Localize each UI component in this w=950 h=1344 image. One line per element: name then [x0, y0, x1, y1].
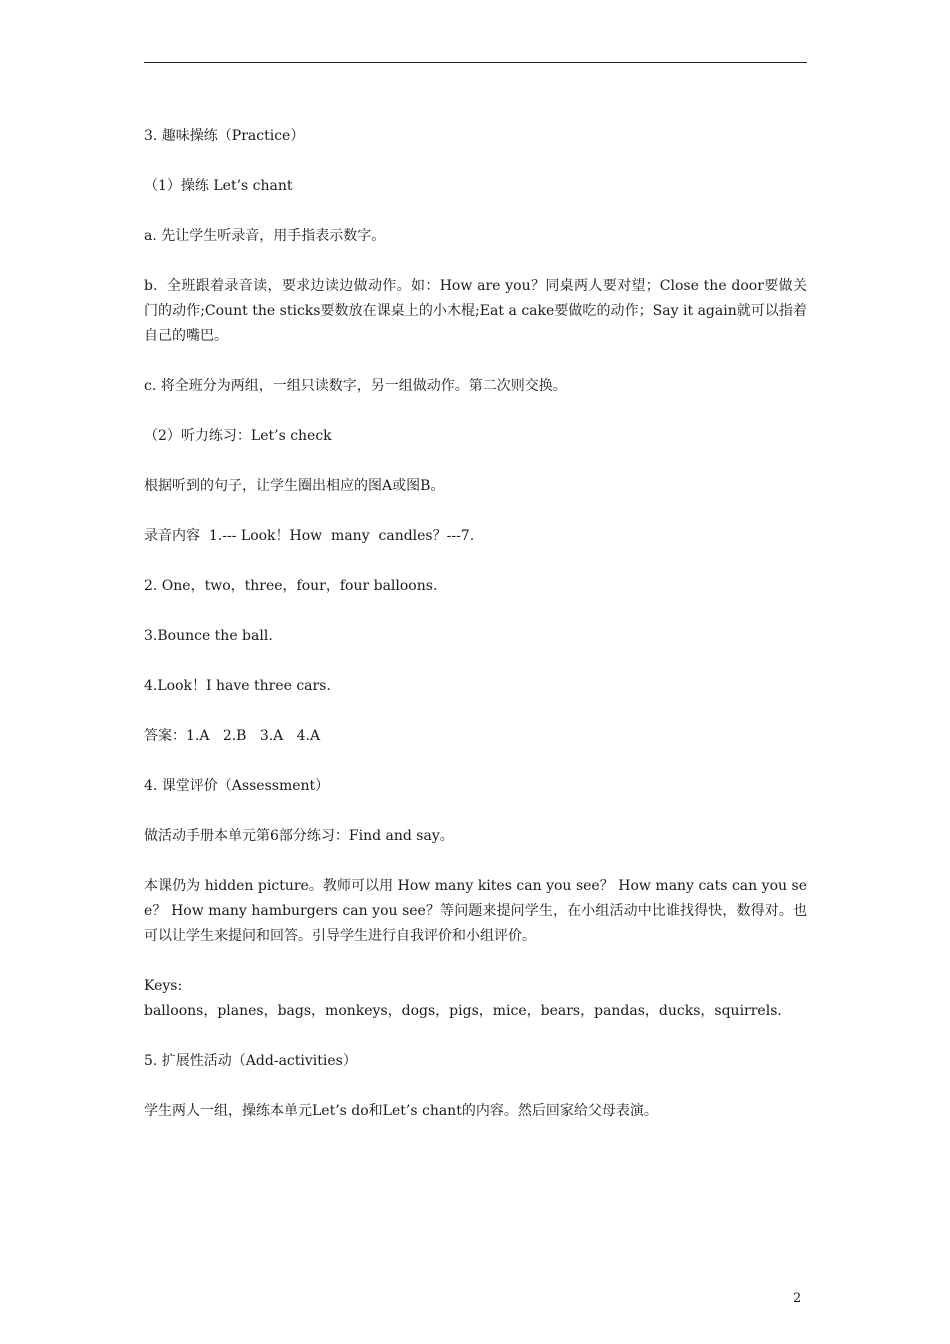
- section-heading-assessment: 4. 课堂评价（Assessment）: [144, 778, 330, 794]
- paragraph-check-instruction: 根据听到的句子，让学生圈出相应的图A或图B。: [144, 478, 445, 494]
- subheading-lets-chant: （1）操练 Let’s chant: [144, 178, 293, 194]
- paragraph-recording-1: 录音内容 1.--- Look！How many candles？---7.: [144, 528, 475, 544]
- paragraph-add-activities: 学生两人一组，操练本单元Let’s do和Let’s chant的内容。然后回家给父母表演。: [144, 1103, 658, 1119]
- paragraph-answers: 答案：1.A 2.B 3.A 4.A: [144, 728, 321, 744]
- paragraph-step-a: a. 先让学生听录音，用手指表示数字。: [144, 228, 386, 244]
- keys-list: balloons，planes，bags，monkeys，dogs，pigs，mice，bears，pandas，ducks，squirrels.: [144, 1003, 782, 1019]
- paragraph-recording-3: 3.Bounce the ball.: [144, 628, 273, 644]
- section-heading-practice: 3. 趣味操练（Practice）: [144, 128, 305, 144]
- paragraph-recording-4: 4.Look！I have three cars.: [144, 678, 331, 694]
- paragraph-step-b: b. 全班跟着录音读，要求边读边做动作。如：How are you？同桌两人要对望；Close the door要做关门的动作;Count the sticks要数放在课桌上的小木棍;Eat a cake要做吃的动作；Say it again就可以指着自己的嘴巴。: [144, 278, 807, 344]
- subheading-lets-check: （2）听力练习：Let’s check: [144, 428, 332, 444]
- paragraph-recording-2: 2. One，two，three，four，four balloons.: [144, 578, 438, 594]
- section-heading-add-activities: 5. 扩展性活动（Add-activities）: [144, 1053, 357, 1069]
- paragraph-hidden-picture: 本课仍为 hidden picture。教师可以用 How many kites can you see？ How many cats can you see？ How many hamburgers can you see？等问题来提问学生，在小组活动中比谁找得快，数得对。也可以让学生来提问和回答。引导学生进行自我评价和小组评价。: [144, 878, 807, 944]
- paragraph-activity-book: 做活动手册本单元第6部分练习：Find and say。: [144, 828, 454, 844]
- document-body: [144, 124, 807, 1149]
- keys-label: Keys:: [144, 978, 183, 994]
- page-number: 2: [793, 1291, 802, 1306]
- header-rule: [144, 62, 807, 63]
- paragraph-step-c: c. 将全班分为两组，一组只读数字，另一组做动作。第二次则交换。: [144, 378, 567, 394]
